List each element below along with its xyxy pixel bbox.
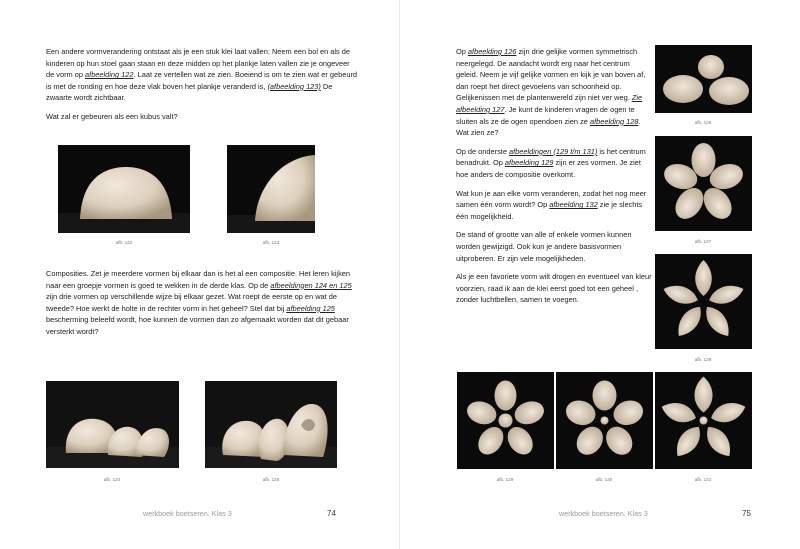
clay-dome-image <box>58 145 190 233</box>
footer-title: werkboek boetseren. Klas 3 <box>143 509 232 518</box>
caption-afb-128: afb. 128 <box>694 357 712 362</box>
text-run: Wat kun je aan elke vorm veranderen, zodat het nog meer samen één vorm wordt? Op <box>456 188 647 210</box>
caption-afb-126: afb. 126 <box>694 120 712 125</box>
text-run: bescherming beleefd wordt, hoe kunnen de vormen dan zo afgemaakt worden dat dit gebaar versterkt wordt? <box>46 315 349 336</box>
right-text-column <box>456 46 652 313</box>
paragraph: Als je een favoriete vorm wilt drogen en eventueel van kleur voorzien, raad ik aan de klei eerst goed tot een geheel , zonder luchtbellen, samen te voegen. <box>456 272 652 305</box>
composities-paragraph <box>46 268 358 345</box>
figure-reference[interactable]: Zie afbeelding 127 <box>456 93 643 114</box>
photo-afb-124 <box>46 381 179 468</box>
caption-afb-122: afb. 122 <box>115 240 133 245</box>
caption-afb-124: afb. 124 <box>103 477 121 482</box>
text-run: Op de onderste <box>456 146 510 156</box>
figure-reference[interactable]: afbeelding 132 <box>549 200 598 210</box>
pointed-forms-centre-image <box>655 372 752 469</box>
figure-reference[interactable]: afbeelding 128 <box>589 116 639 126</box>
photo-afb-125 <box>205 381 337 468</box>
text-run: Een andere vormverandering ontstaat als je een stuk klei laat vallen: Neem een bol en als de kinderen op hun stoel gaan staan en deze midden op het plankje laten vallen zie je ongeveer de vorm op <box>46 47 351 80</box>
figure-reference[interactable]: afbeeldingen 124 en 125 <box>270 280 352 290</box>
text-run: zie je slechts één mogelijkheid. <box>456 200 643 221</box>
five-forms-star-image <box>655 254 752 349</box>
clay-dome-closeup-image <box>227 145 315 233</box>
figure-reference[interactable]: afbeelding 122 <box>85 70 134 80</box>
five-forms-flower-image <box>655 136 752 231</box>
caption-afb-130: afb. 130 <box>595 477 613 482</box>
text-run: . Wat zien ze? <box>456 116 641 138</box>
photo-afb-130 <box>556 372 653 469</box>
text-run: . Laat ze vertellen wat ze zien. Boeiend is om te zien wat er gebeurd is met de ronding en hoe deze vlak boven het plankje veranderd is, <box>46 70 358 91</box>
caption-afb-125: afb. 125 <box>262 477 280 482</box>
text-run: Op <box>456 47 468 56</box>
clay-group-hollow-image <box>205 381 337 468</box>
forms-small-centre-image <box>556 372 653 469</box>
paragraph: De stand of grootte van alle of enkele vormen kunnen worden gewijzigd. Ook kun je andere basisvormen uitproberen. Er zijn vele mogelijkheden. <box>456 230 632 263</box>
question-text: Wat zal er gebeuren als een kubus valt? <box>46 111 178 121</box>
six-forms-centre-image <box>457 372 554 469</box>
caption-afb-131: afb. 131 <box>694 477 712 482</box>
text-run: . Je kunt de kinderen vragen de ogen te sluiten als ze de ogen opendoen zien ze <box>456 104 635 126</box>
intro-paragraph <box>46 46 358 130</box>
figure-reference[interactable]: afbeelding 129 <box>504 158 554 168</box>
caption-afb-123: afb. 123 <box>262 240 280 245</box>
caption-afb-127: afb. 127 <box>694 239 712 244</box>
page-number: 74 <box>327 509 336 518</box>
page-number: 75 <box>742 509 751 518</box>
text-run: zijn er zes vormen. Je ziet hoe anders de compositie overkomt. <box>456 158 641 179</box>
figure-reference[interactable]: (afbeelding 123) <box>267 81 321 91</box>
clay-group-image <box>46 381 179 468</box>
photo-afb-126 <box>655 45 752 113</box>
photo-afb-127 <box>655 136 752 231</box>
photo-afb-123 <box>227 145 315 233</box>
footer-title: werkboek boetseren. Klas 3 <box>559 509 648 518</box>
three-forms-image <box>655 45 752 113</box>
text-run: zijn drie vormen op verschillende wijze bij elkaar gezet. Wat roept de eerste op en wat de tweede? Hoe werkt de holte in de rechter vorm in het geheel? Stel dat bij <box>46 292 337 313</box>
figure-reference[interactable]: afbeeldingen (129 t/m 131) <box>509 146 598 156</box>
photo-afb-131 <box>655 372 752 469</box>
photo-afb-129 <box>457 372 554 469</box>
photo-afb-122 <box>58 145 190 233</box>
figure-reference[interactable]: afbeelding 126 <box>467 47 517 56</box>
text-run: zijn drie gelijke vormen symmetrisch neergelegd. De aandacht wordt erg naar het centrum geleid. Neem je vijf gelijke vormen en kijk je van boven af, dan roept het direct gevoelens van schoonheid op. Gelijkenissen met de plantenwereld zijn niet ver weg. <box>456 47 646 103</box>
text-run: is het centrum benadrukt. Op <box>456 146 646 168</box>
figure-reference[interactable]: afbeelding 125 <box>286 303 335 313</box>
page-75 <box>400 0 800 549</box>
text-run: Composities. Zet je meerdere vormen bij elkaar dan is het al een compositie. Het leren kijken naar een groepje vormen is goed te wekken in de derde klas. Op de <box>46 269 350 290</box>
caption-afb-129: afb. 129 <box>496 477 514 482</box>
photo-afb-128 <box>655 254 752 349</box>
text-run: De zwaarte wordt zichtbaar. <box>46 81 333 103</box>
